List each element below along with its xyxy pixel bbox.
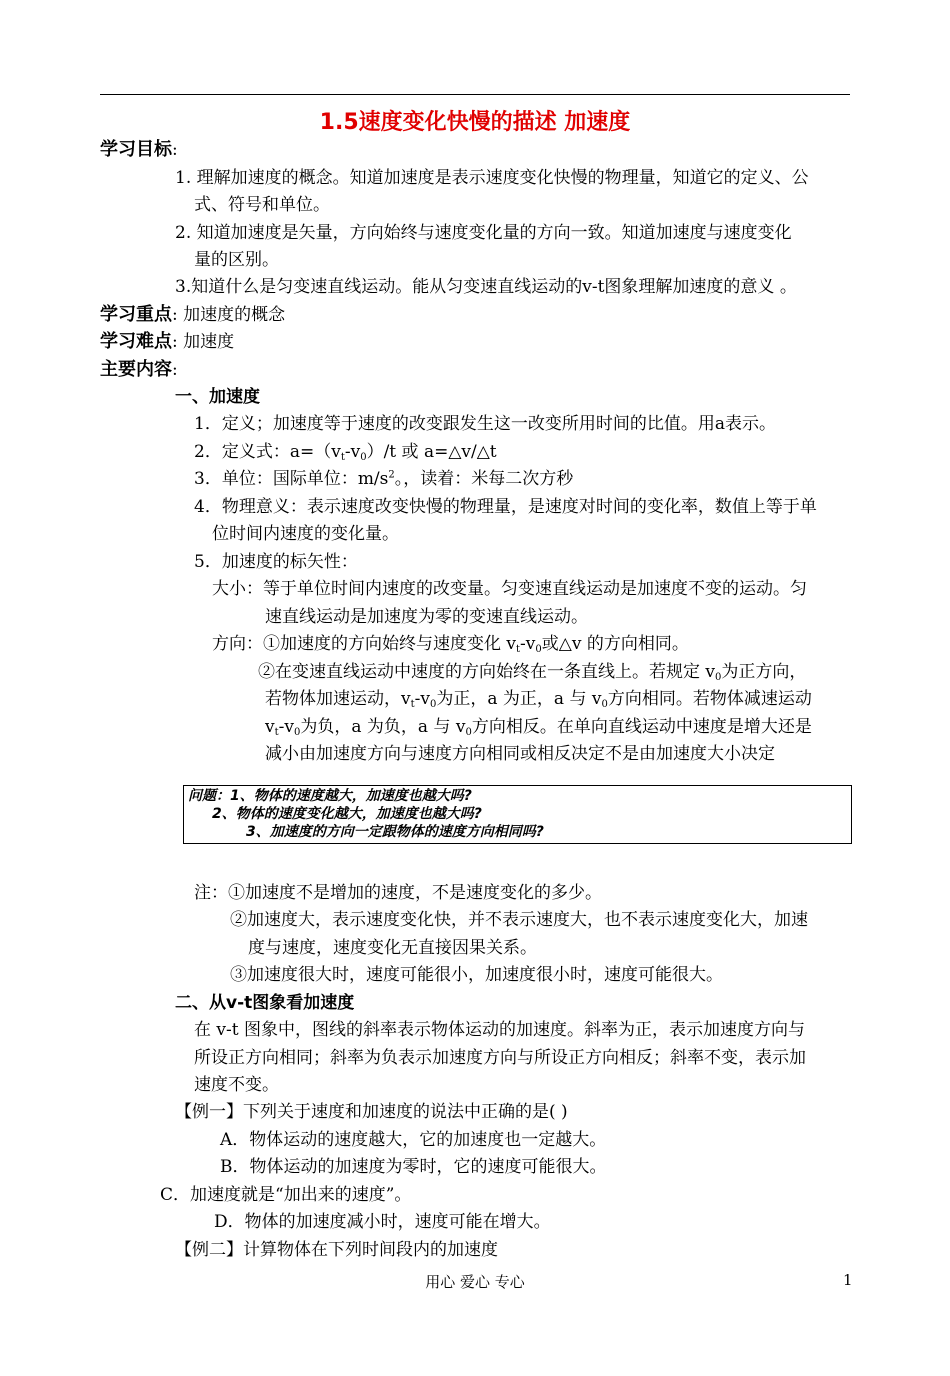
header-rule <box>100 94 850 95</box>
dir3-sub-t: t <box>410 699 415 710</box>
dir1-sub-t: t <box>516 644 521 655</box>
dir3-sub-0b: 0 <box>601 699 608 710</box>
key-point <box>100 304 285 326</box>
question-3: 3、加速度的方向一定跟物体的速度方向相同吗? <box>246 824 544 840</box>
dir2-a: ②在变速直线运动中速度的方向始终在一条直线上。若规定 v <box>258 662 716 682</box>
goal-3-line1 <box>175 276 797 298</box>
dir1-b: -v <box>520 634 536 654</box>
example1-option-a: A．物体运动的速度越大，它的加速度也一定越大。 <box>220 1130 607 1150</box>
example1-option-d: D．物体的加速度减小时，速度可能在增大。 <box>214 1212 551 1232</box>
size-line2: 速直线运动是加速度为零的变速直线运动。 <box>265 607 588 627</box>
definition: 1．定义；加速度等于速度的改变跟发生这一改变所用时间的比值。用a表示。 <box>194 414 776 434</box>
dir4-b: -v <box>278 717 294 737</box>
goals-colon: : <box>172 140 178 160</box>
direction-line3 <box>265 688 812 710</box>
unit-sup: 2 <box>388 469 395 481</box>
direction-line2 <box>258 661 806 683</box>
direction-line1 <box>212 633 689 655</box>
formula-post: ）/t 或 a=△v/△t <box>366 442 497 462</box>
meaning-line1: 4．物理意义：表示速度改变快慢的物理量，是速度对时间的变化率，数值上等于单 <box>194 497 817 517</box>
direction-line4 <box>265 716 812 738</box>
section2-line1: 在 v-t 图象中，图线的斜率表示物体运动的加速度。斜率为正，表示加速度方向与 <box>194 1020 805 1040</box>
goal-3-num: 3. <box>175 277 192 297</box>
meaning-line2: 位时间内速度的变化量。 <box>212 524 399 544</box>
note-1: 注：①加速度不是增加的速度，不是速度变化的多少。 <box>194 883 602 903</box>
main-content-colon: : <box>172 360 178 380</box>
page-number: 1 <box>843 1271 853 1289</box>
size-line1: 大小：等于单位时间内速度的改变量。匀变速直线运动是加速度不变的运动。匀 <box>212 579 807 599</box>
goal-1-num: 1. <box>175 168 192 188</box>
formula <box>194 441 497 463</box>
dir4-sub-t: t <box>274 727 279 738</box>
example1-stem: 【例一】下列关于速度和加速度的说法中正确的是( ) <box>175 1102 568 1122</box>
dir4-sub-0: 0 <box>294 727 301 738</box>
dir3-c: 为正，a 为正，a 与 v <box>436 689 602 709</box>
example1-option-c: C．加速度就是“加出来的速度”。 <box>160 1185 412 1205</box>
dir4-a: v <box>265 717 275 737</box>
goal-3-text: 知道什么是匀变速直线运动。能从匀变速直线运动的v-t图象理解加速度的意义 。 <box>191 277 797 297</box>
formula-mid: -v <box>344 442 361 462</box>
dir1-a: 方向：①加速度的方向始终与速度变化 v <box>212 634 517 654</box>
section1-heading: 一、加速度 <box>175 387 260 407</box>
formula-sub-t: t <box>340 452 345 463</box>
direction-line5: 减小由加速度方向与速度方向相同或相反决定不是由加速度大小决定 <box>265 744 775 764</box>
dir4-c: 为负，a 为负，a 与 v <box>300 717 466 737</box>
goals-label: 学习目标 <box>100 139 172 160</box>
key-point-value: : 加速度的概念 <box>172 305 286 325</box>
dir3-a: 若物体加速运动，v <box>265 689 411 709</box>
note-2-line2: 度与速度，速度变化无直接因果关系。 <box>248 938 537 958</box>
section2-line2: 所设正方向相同；斜率为负表示加速度方向与所设正方向相反；斜率不变，表示加 <box>194 1048 806 1068</box>
dir4-d: 方向相反。在单向直线运动中速度是增大还是 <box>471 717 812 737</box>
example2-stem: 【例二】计算物体在下列时间段内的加速度 <box>175 1240 498 1260</box>
unit-pre: 3．单位：国际单位：m/s <box>194 469 389 489</box>
goals-heading <box>100 139 178 161</box>
section2-line3: 速度不变。 <box>194 1075 279 1095</box>
dir3-b: -v <box>414 689 430 709</box>
footer-text: 用心 爱心 专心 <box>425 1273 525 1291</box>
key-point-label: 学习重点 <box>100 304 172 325</box>
goal-2-line1 <box>175 222 792 244</box>
goal-1-text: 理解加速度的概念。知道加速度是表示速度变化快慢的物理量，知道它的定义、公 <box>196 168 809 188</box>
dir3-sub-0: 0 <box>430 699 437 710</box>
note-3: ③加速度很大时，速度可能很小，加速度很小时，速度可能很大。 <box>230 965 723 985</box>
question-2: 2、物体的速度变化越大，加速度也越大吗? <box>212 806 482 822</box>
dir4-sub-0b: 0 <box>465 727 472 738</box>
question-1: 问题：1、物体的速度越大，加速度也越大吗? <box>188 788 472 804</box>
question-box <box>183 785 852 844</box>
goal-2-line2: 量的区别。 <box>194 250 279 270</box>
page-title: 1.5速度变化快慢的描述 加速度 <box>319 110 631 135</box>
dir2-sub-0: 0 <box>715 672 722 683</box>
vector-heading: 5．加速度的标矢性： <box>194 552 358 572</box>
goal-2-num: 2. <box>175 223 192 243</box>
difficulty-value: : 加速度 <box>172 332 235 352</box>
dir2-b: 为正方向， <box>721 662 807 682</box>
note-2-line1: ②加速度大，表示速度变化快，并不表示速度大，也不表示速度变化大，加速 <box>230 910 808 930</box>
difficulty <box>100 331 234 353</box>
goal-1-line2: 式、符号和单位。 <box>194 195 330 215</box>
unit <box>194 468 573 490</box>
unit-post: 。，读着：米每二次方秒 <box>394 469 574 489</box>
section2-heading: 二、从v-t图象看加速度 <box>175 993 355 1013</box>
dir3-d: 方向相同。若物体减速运动 <box>607 689 812 709</box>
goal-1-line1 <box>175 167 809 189</box>
main-content-label: 主要内容 <box>100 359 172 380</box>
dir1-sub-0: 0 <box>535 644 542 655</box>
main-content <box>100 359 178 381</box>
difficulty-label: 学习难点 <box>100 331 172 352</box>
formula-sub-0: 0 <box>360 452 367 463</box>
dir1-c: 或△v 的方向相同。 <box>541 634 689 654</box>
example1-option-b: B．物体运动的加速度为零时，它的速度可能很大。 <box>220 1157 607 1177</box>
formula-pre: 2．定义式：a=（v <box>194 442 341 462</box>
goal-2-text: 知道加速度是矢量，方向始终与速度变化量的方向一致。知道加速度与速度变化 <box>196 223 792 243</box>
